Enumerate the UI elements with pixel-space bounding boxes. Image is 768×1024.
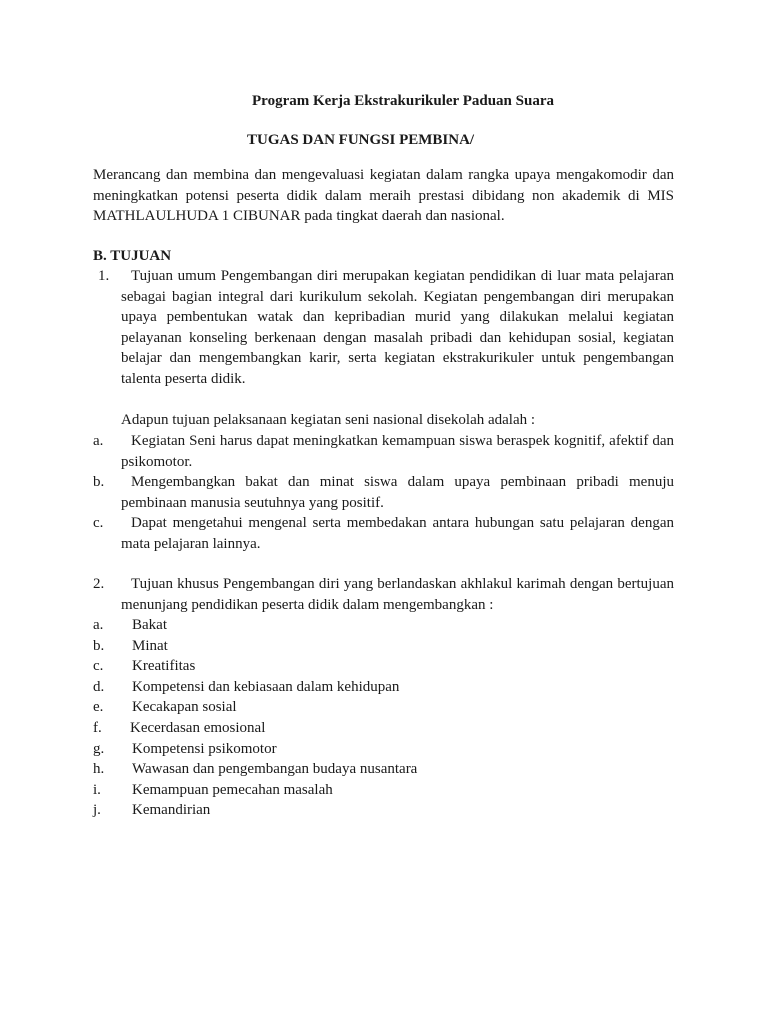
intro-paragraph: Merancang dan membina dan mengevaluasi kegiatan dalam rangka upaya mengakomodir dan meningkatkan potensi peserta didik dalam meraih prestasi dibidang non akademik di MIS MATHLAULHUDA 1 CIBUNAR pada tingkat daerah dan nasional. bbox=[93, 167, 674, 224]
list-item-text: Kompetensi dan kebiasaan dalam kehidupan bbox=[132, 678, 400, 695]
list-item-text: Minat bbox=[132, 637, 168, 654]
list-marker: j. bbox=[93, 802, 101, 819]
list-item bbox=[93, 513, 674, 554]
list-marker: d. bbox=[93, 678, 105, 695]
list-item-goal-1 bbox=[93, 266, 674, 389]
list-marker: e. bbox=[93, 699, 104, 716]
section-heading-tugas: TUGAS DAN FUNGSI PEMBINA/ bbox=[247, 132, 475, 148]
list-marker: h. bbox=[93, 761, 105, 778]
list-item-text: Mengembangkan bakat dan minat siswa dalam upaya pembinaan pribadi menuju pembinaan manusia seutuhnya yang positif. bbox=[121, 474, 674, 511]
list-marker: f. bbox=[93, 719, 102, 736]
list-item-text: Kemampuan pemecahan masalah bbox=[132, 781, 333, 798]
list-item-text: Bakat bbox=[132, 617, 167, 633]
list-item-text: Kegiatan Seni harus dapat meningkatkan kemampuan siswa beraspek kognitif, afektif dan psikomotor. bbox=[121, 433, 674, 470]
list-item-goal-2 bbox=[93, 574, 674, 615]
list-item-text: Kecakapan sosial bbox=[132, 699, 237, 716]
document-title: Program Kerja Ekstrakurikuler Paduan Suara bbox=[252, 93, 554, 109]
list-item-text: Tujuan khusus Pengembangan diri yang berlandaskan akhlakul karimah dengan bertujuan menunjang pendidikan peserta didik dalam mengembangkan : bbox=[121, 576, 674, 613]
list-item bbox=[93, 472, 674, 513]
list-item bbox=[93, 431, 674, 472]
list-item-text: Kompetensi psikomotor bbox=[132, 740, 277, 757]
list-item-text: Kecerdasan emosional bbox=[130, 719, 266, 736]
list-item-text: Tujuan umum Pengembangan diri merupakan kegiatan pendidikan di luar mata pelajaran sebagai bagian integral dari kurikulum sekolah. Kegiatan pengembangan diri merupakan upaya pembentukan watak dan kepribadian murid yang dilakukan melalui kegiatan pelayanan konseling berkenaan dengan masalah pribadi dan kehidupan sosial, kegiatan belajar dan mengembangkan karir, serta kegiatan ekstrakurikuler untuk pengembangan talenta peserta didik. bbox=[121, 268, 674, 387]
section-heading-tujuan: B. TUJUAN bbox=[93, 248, 172, 264]
list-marker: g. bbox=[93, 740, 105, 757]
list-item-text: Wawasan dan pengembangan budaya nusantara bbox=[132, 761, 418, 778]
adapun-paragraph: Adapun tujuan pelaksanaan kegiatan seni nasional disekolah adalah : bbox=[121, 412, 536, 428]
list-marker: b. bbox=[93, 474, 105, 490]
list-item-text: Kemandirian bbox=[132, 802, 211, 819]
list-marker: c. bbox=[93, 658, 104, 675]
list-marker: c. bbox=[93, 515, 104, 531]
list-marker: a. bbox=[93, 433, 104, 449]
list-item-text: Dapat mengetahui mengenal serta membedakan antara hubungan satu pelajaran dengan mata pelajaran lainnya. bbox=[121, 515, 674, 552]
list-item-text: Kreatifitas bbox=[132, 658, 196, 675]
list-marker: 1. bbox=[98, 268, 110, 284]
list-marker: i. bbox=[93, 781, 101, 798]
list-marker: 2. bbox=[93, 576, 105, 592]
list-marker: a. bbox=[93, 617, 104, 633]
list-marker: b. bbox=[93, 637, 105, 654]
